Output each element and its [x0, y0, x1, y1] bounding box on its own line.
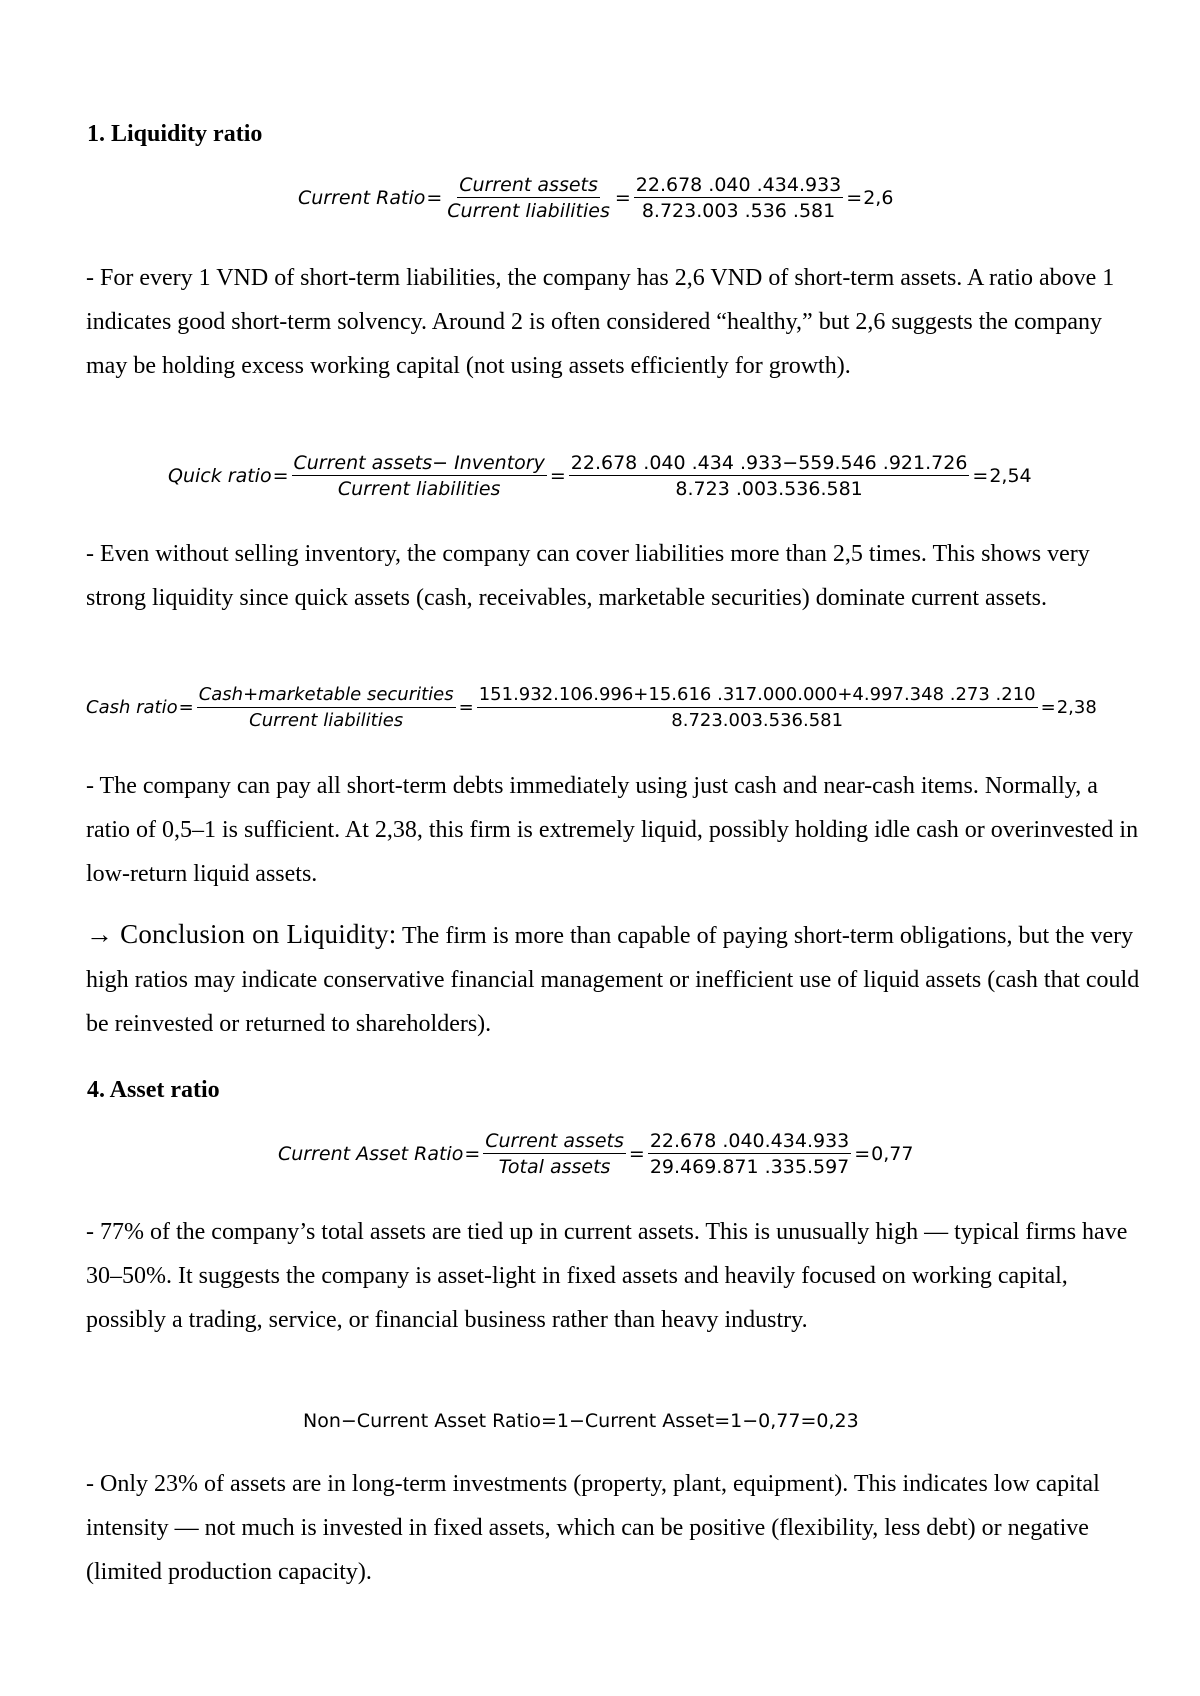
conclusion-lead: → Conclusion on Liquidity: — [86, 919, 397, 949]
section-heading-asset: 4. Asset ratio — [87, 1077, 220, 1103]
non-current-asset-ratio-formula: Non−Current Asset Ratio=1−Current Asset=1−0,77=0,23 — [303, 1410, 859, 1432]
current-ratio-explanation: - For every 1 VND of short-term liabilities, the company has 2,6 VND of short-term assets. A ratio above 1 indicates good short-term solvency. Around 2 is often considered “healthy,” but 2,6 suggests the company may be holding excess working capital (not using assets efficiently for growth). — [86, 265, 1115, 379]
denominator-value: 8.723.003.536.581 — [671, 710, 844, 731]
denominator-label: Current liabilities — [249, 710, 404, 731]
conclusion-body: The firm is more than capable of paying short-term obligations, but the very high ratios may indicate conservative financial management or inefficient use of liquid assets (cash that could be reinvested or returned to shareholders). — [86, 923, 1140, 1037]
denominator-label: Current liabilities — [337, 478, 501, 500]
cash-ratio-formula: Cash ratio = $\frac{\text{Cash+marketable securities}}{\text{Current liabilities}}$ = $\frac{151.932.106.996+15.616 .317.000.000+4.997.348 .273 .210}{8.723.003.536.581}$ = 2,38 — [86, 684, 1097, 731]
formula-name: Current Asset Ratio — [278, 1143, 464, 1165]
denominator-label: Total assets — [498, 1156, 611, 1178]
numerator-value: 22.678 .040 .434 .933−559.546 .921.726 — [570, 452, 968, 474]
non-current-asset-explanation: - Only 23% of assets are in long-term investments (property, plant, equipment). This indicates low capital intensity — not much is invested in fixed assets, which can be positive (flexibility, less debt) or negative (limited production capacity). — [86, 1471, 1100, 1585]
numerator-value: 151.932.106.996+15.616 .317.000.000+4.997.348 .273 .210 — [477, 684, 1038, 708]
cash-ratio-explanation: - The company can pay all short-term debts immediately using just cash and near-cash items. Normally, a ratio of 0,5–1 is sufficient. At 2,38, this firm is extremely liquid, possibly holding idle cash or overinvested in low-return liquid assets. — [86, 773, 1139, 887]
numerator-label: Current assets — [485, 1130, 624, 1152]
fraction-labels — [197, 684, 456, 732]
formula-result: 2,54 — [989, 465, 1032, 487]
denominator-value: 8.723.003 .536 .581 — [641, 200, 836, 222]
formula-name: Current Ratio — [298, 187, 426, 209]
numerator-label: Current assets− Inventory — [293, 452, 545, 474]
fraction-values — [569, 452, 970, 500]
current-ratio-formula: Current Ratio = $\frac{\text{Current assets}}{\text{Current liabilities}}$ = $\frac{22.678 .040 .434.933}{8.723.003 .536 .581}$ = 2,6 — [298, 174, 894, 222]
numerator-label: Current assets — [459, 174, 598, 196]
formula-result: 2,6 — [863, 187, 894, 209]
denominator-value: 29.469.871 .335.597 — [649, 1156, 850, 1178]
section-heading-liquidity: 1. Liquidity ratio — [87, 121, 263, 147]
numerator-value: 22.678 .040 .434.933 — [635, 174, 842, 196]
fraction-labels — [483, 1130, 626, 1178]
formula-result: 2,38 — [1056, 697, 1097, 718]
numerator-value: 22.678 .040.434.933 — [649, 1130, 850, 1152]
fraction-labels — [292, 452, 547, 500]
fraction-values — [648, 1130, 851, 1178]
current-asset-explanation: - 77% of the company’s total assets are tied up in current assets. This is unusually high — typical firms have 30–50%. It suggests the company is asset-light in fixed assets and heavily focused on working capital, possibly a trading, service, or financial business rather than heavy industry. — [86, 1219, 1128, 1333]
liquidity-conclusion — [86, 912, 1146, 1046]
quick-ratio-explanation: - Even without selling inventory, the company can cover liabilities more than 2,5 times. This shows very strong liquidity since quick assets (cash, receivables, marketable securities) dominate current assets. — [86, 541, 1090, 611]
formula-result: 0,77 — [871, 1143, 914, 1165]
fraction-labels — [445, 174, 612, 222]
fraction-values — [477, 684, 1038, 732]
numerator-label: Cash+marketable securities — [197, 684, 456, 708]
fraction-values — [634, 174, 843, 222]
formula-name: Cash ratio — [86, 697, 178, 718]
formula-name: Quick ratio — [168, 465, 272, 487]
denominator-label: Current liabilities — [447, 200, 610, 222]
quick-ratio-formula: Quick ratio = $\frac{\text{Current assets− Inventory}}{\text{Current liabilities}}$ = $\frac{22.678 .040 .434 .933-559.546 .921.726}{8.723 .003.536.581}$ = 2,54 — [168, 452, 1032, 500]
denominator-value: 8.723 .003.536.581 — [675, 478, 863, 500]
current-asset-ratio-formula: Current Asset Ratio = $\frac{\text{Current assets}}{\text{Total assets}}$ = $\frac{22.678 .040.434.933}{29.469.871 .335.597}$ = 0,77 — [278, 1130, 914, 1178]
